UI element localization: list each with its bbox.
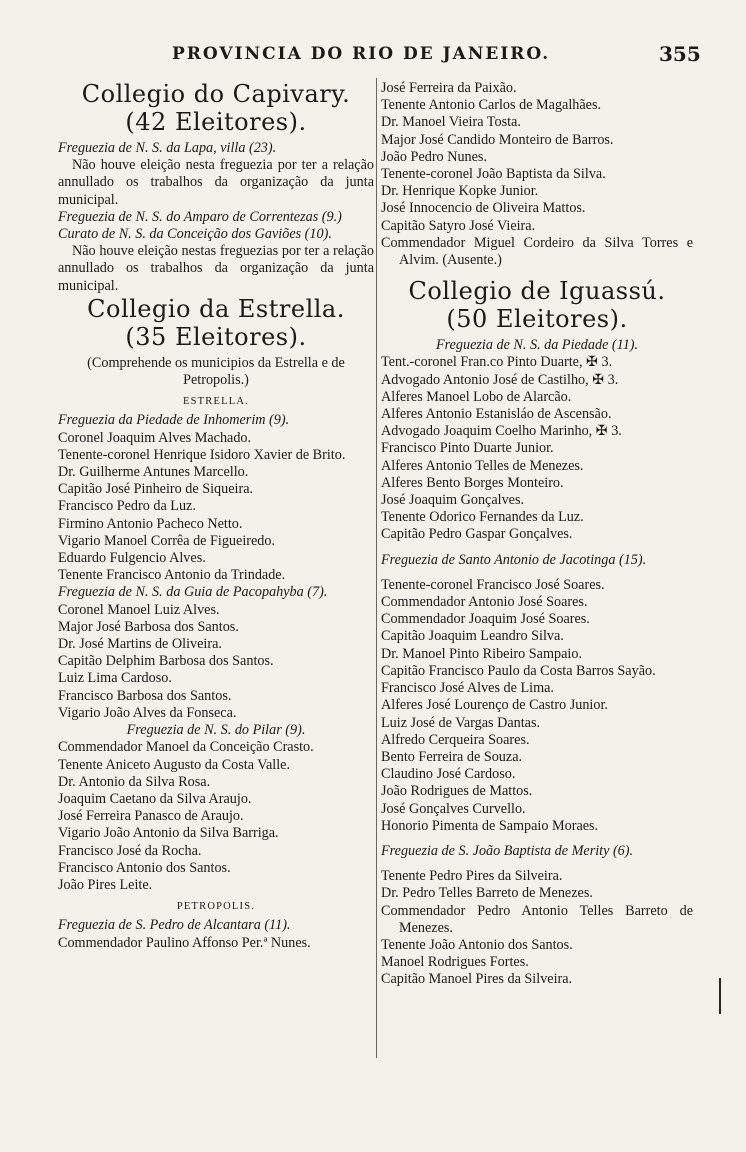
elector-entry: Dr. Guilherme Antunes Marcello.	[58, 464, 249, 481]
elector-entry: Capitão Delphim Barbosa dos Santos.	[58, 653, 274, 670]
elector-entry: Tenente-coronel João Baptista da Silva.	[381, 166, 606, 183]
elector-entry: Bento Ferreira de Souza.	[381, 748, 523, 765]
elector-entry: Firmino Antonio Pacheco Netto.	[58, 515, 243, 532]
elector-entry: Alferes José Lourenço de Castro Junior.	[381, 697, 608, 714]
locality-heading: PETROPOLIS.	[176, 901, 256, 913]
elector-entry: Tenente-coronel Henrique Isidoro Xavier de Brito.	[58, 446, 346, 463]
page-header	[0, 44, 746, 70]
parish-heading: Freguezia de N. S. da Lapa, villa (23).	[58, 140, 277, 156]
elector-entry: Tenente-coronel Francisco José Soares.	[381, 576, 605, 593]
elector-entry: Tenente Pedro Pires da Silveira.	[381, 868, 563, 885]
elector-entry: Commendador Manoel da Conceição Crasto.	[58, 739, 314, 756]
parish-heading: Freguezia da Piedade de Inhomerim (9).	[58, 412, 290, 429]
elector-entry: Dr. Manoel Vieira Tosta.	[381, 114, 521, 131]
locality-heading: ESTRELLA.	[183, 396, 249, 408]
elector-entry: Dr. Antonio da Silva Rosa.	[58, 773, 211, 790]
parish-heading: Freguezia de N. S. do Pilar (9).	[126, 722, 306, 739]
elector-entry: Luiz José de Vargas Dantas.	[381, 714, 541, 731]
parish-heading: Curato de N. S. da Conceição dos Gaviões (10).	[58, 226, 332, 243]
elector-entry: José Ferreira da Paixão.	[381, 80, 517, 96]
parish-heading: Freguezia de S. João Baptista de Merity (6).	[381, 842, 634, 859]
elector-entry: José Innocencio de Oliveira Mattos.	[381, 200, 586, 217]
elector-entry: Tenente Antonio Carlos de Magalhães.	[381, 97, 602, 114]
page-number: 355	[659, 42, 701, 66]
elector-entry: Francisco Pedro da Luz.	[58, 498, 196, 515]
elector-entry: Advogado Joaquim Coelho Marinho, ✠ 3.	[381, 423, 622, 440]
section-heading: Collegio de Iguassú.	[408, 277, 666, 306]
elector-entry: Capitão Francisco Paulo da Costa Barros Sayão.	[381, 662, 656, 679]
elector-entry: Coronel Manoel Luiz Alves.	[58, 601, 220, 618]
elector-entry: Tenente Francisco Antonio da Trindade.	[58, 567, 286, 584]
elector-entry: Tent.-coronel Fran.co Pinto Duarte, ✠ 3.	[381, 354, 613, 371]
elector-entry: Tenente João Antonio dos Santos.	[381, 936, 573, 953]
elector-entry: Joaquim Caetano da Silva Araujo.	[58, 790, 252, 807]
elector-entry: Commendador Antonio José Soares.	[381, 594, 588, 611]
elector-entry: Honorio Pimenta de Sampaio Moraes.	[381, 817, 599, 834]
margin-mark	[719, 978, 721, 1014]
parish-heading: Freguezia de S. Pedro de Alcantara (11).	[58, 917, 291, 934]
elector-entry: Manoel Rodrigues Fortes.	[381, 954, 529, 971]
parish-heading: Freguezia de N. S. da Piedade (11).	[435, 337, 639, 354]
elector-entry: José Gonçalves Curvello.	[381, 800, 526, 817]
elector-entry: Alferes Bento Borges Monteiro.	[381, 474, 564, 491]
section-heading: Collegio do Capivary.	[81, 80, 351, 108]
section-heading: (50 Eleitores).	[446, 305, 628, 334]
elector-entry: Commendador Pedro Antonio Telles Barreto de Menezes.	[381, 902, 693, 936]
elector-entry: Vigario João Alves da Fonseca.	[58, 704, 237, 721]
elector-entry: Advogado Antonio José de Castilho, ✠ 3.	[381, 371, 619, 388]
elector-entry: Capitão Manoel Pires da Silveira.	[381, 971, 573, 988]
left-column	[58, 80, 374, 952]
elector-entry: Francisco Pinto Duarte Junior.	[381, 440, 554, 457]
running-title: PROVINCIA DO RIO DE JANEIRO.	[172, 44, 551, 64]
elector-entry: Francisco Barbosa dos Santos.	[58, 687, 232, 704]
elector-entry: Dr. Manoel Pinto Ribeiro Sampaio.	[381, 645, 582, 662]
elector-entry: Alferes Antonio Telles de Menezes.	[381, 457, 584, 474]
elector-entry: Tenente Odorico Fernandes da Luz.	[381, 509, 584, 526]
elector-entry: José Joaquim Gonçalves.	[381, 492, 525, 509]
elector-entry: Dr. Pedro Telles Barreto de Menezes.	[381, 885, 593, 902]
elector-entry: Dr. Henrique Kopke Junior.	[381, 183, 539, 200]
elector-entry: Commendador Miguel Cordeiro da Silva Torres e Alvim. (Ausente.)	[381, 234, 693, 269]
elector-entry: José Ferreira Panasco de Araujo.	[58, 808, 244, 825]
elector-entry: João Pires Leite.	[58, 876, 153, 893]
elector-entry: Francisco José da Rocha.	[58, 842, 202, 859]
elector-entry: Major José Barbosa dos Santos.	[58, 618, 239, 635]
elector-entry: Commendador Paulino Affonso Per.ª Nunes.	[58, 934, 311, 951]
elector-entry: Coronel Joaquim Alves Machado.	[58, 429, 252, 446]
elector-entry: Major José Candido Monteiro de Barros.	[381, 131, 614, 148]
parish-heading: Freguezia de N. S. da Guia de Pacopahyba (7).	[58, 584, 328, 601]
elector-entry: Vigario João Antonio da Silva Barriga.	[58, 825, 279, 842]
elector-entry: Alferes Manoel Lobo de Alarcão.	[381, 388, 572, 405]
elector-entry: João Pedro Nunes.	[381, 148, 487, 165]
parish-heading: Freguezia de N. S. do Amparo de Correntezas (9.)	[58, 208, 342, 225]
elector-entry: Dr. José Martins de Oliveira.	[58, 636, 222, 653]
elector-entry: Eduardo Fulgencio Alves.	[58, 550, 206, 567]
elector-entry: Francisco Antonio dos Santos.	[58, 859, 231, 876]
elector-entry: Tenente Aniceto Augusto da Costa Valle.	[58, 756, 291, 773]
note-paragraph: Não houve eleição nesta freguezia por ter a relação annullado os trabalhos da organização da junta municipal.	[58, 157, 374, 208]
elector-entry: João Rodrigues de Mattos.	[381, 783, 533, 800]
elector-entry: (Comprehende os municipios da Estrella e de Petropolis.)	[87, 354, 345, 389]
section-heading: (35 Eleitores).	[125, 322, 307, 351]
elector-entry: Capitão Joaquim Leandro Silva.	[381, 628, 564, 645]
parish-heading: Freguezia de Santo Antonio de Jacotinga (15).	[381, 551, 647, 568]
elector-entry: Capitão Satyro José Vieira.	[381, 217, 536, 234]
elector-entry: Vigario Manoel Corrêa de Figueiredo.	[58, 532, 276, 549]
section-heading: Collegio da Estrella.	[87, 294, 345, 323]
elector-entry: Alferes Antonio Estanisláo de Ascensão.	[381, 406, 612, 423]
elector-entry: Capitão Pedro Gaspar Gonçalves.	[381, 526, 573, 543]
elector-entry: Capitão José Pinheiro de Siqueira.	[58, 481, 254, 498]
elector-entry: Commendador Joaquim José Soares.	[381, 611, 590, 628]
right-column	[381, 80, 693, 989]
elector-entry: Alfredo Cerqueira Soares.	[381, 731, 530, 748]
elector-entry: Francisco José Alves de Lima.	[381, 680, 554, 697]
section-heading: (42 Eleitores).	[125, 108, 307, 136]
column-divider	[376, 78, 377, 1058]
note-paragraph: Não houve eleição nestas freguezias por ter a relação annullado os trabalhos da organização da junta municipal.	[58, 243, 374, 294]
elector-entry: Luiz Lima Cardoso.	[58, 670, 172, 687]
elector-entry: Claudino José Cardoso.	[381, 766, 516, 783]
